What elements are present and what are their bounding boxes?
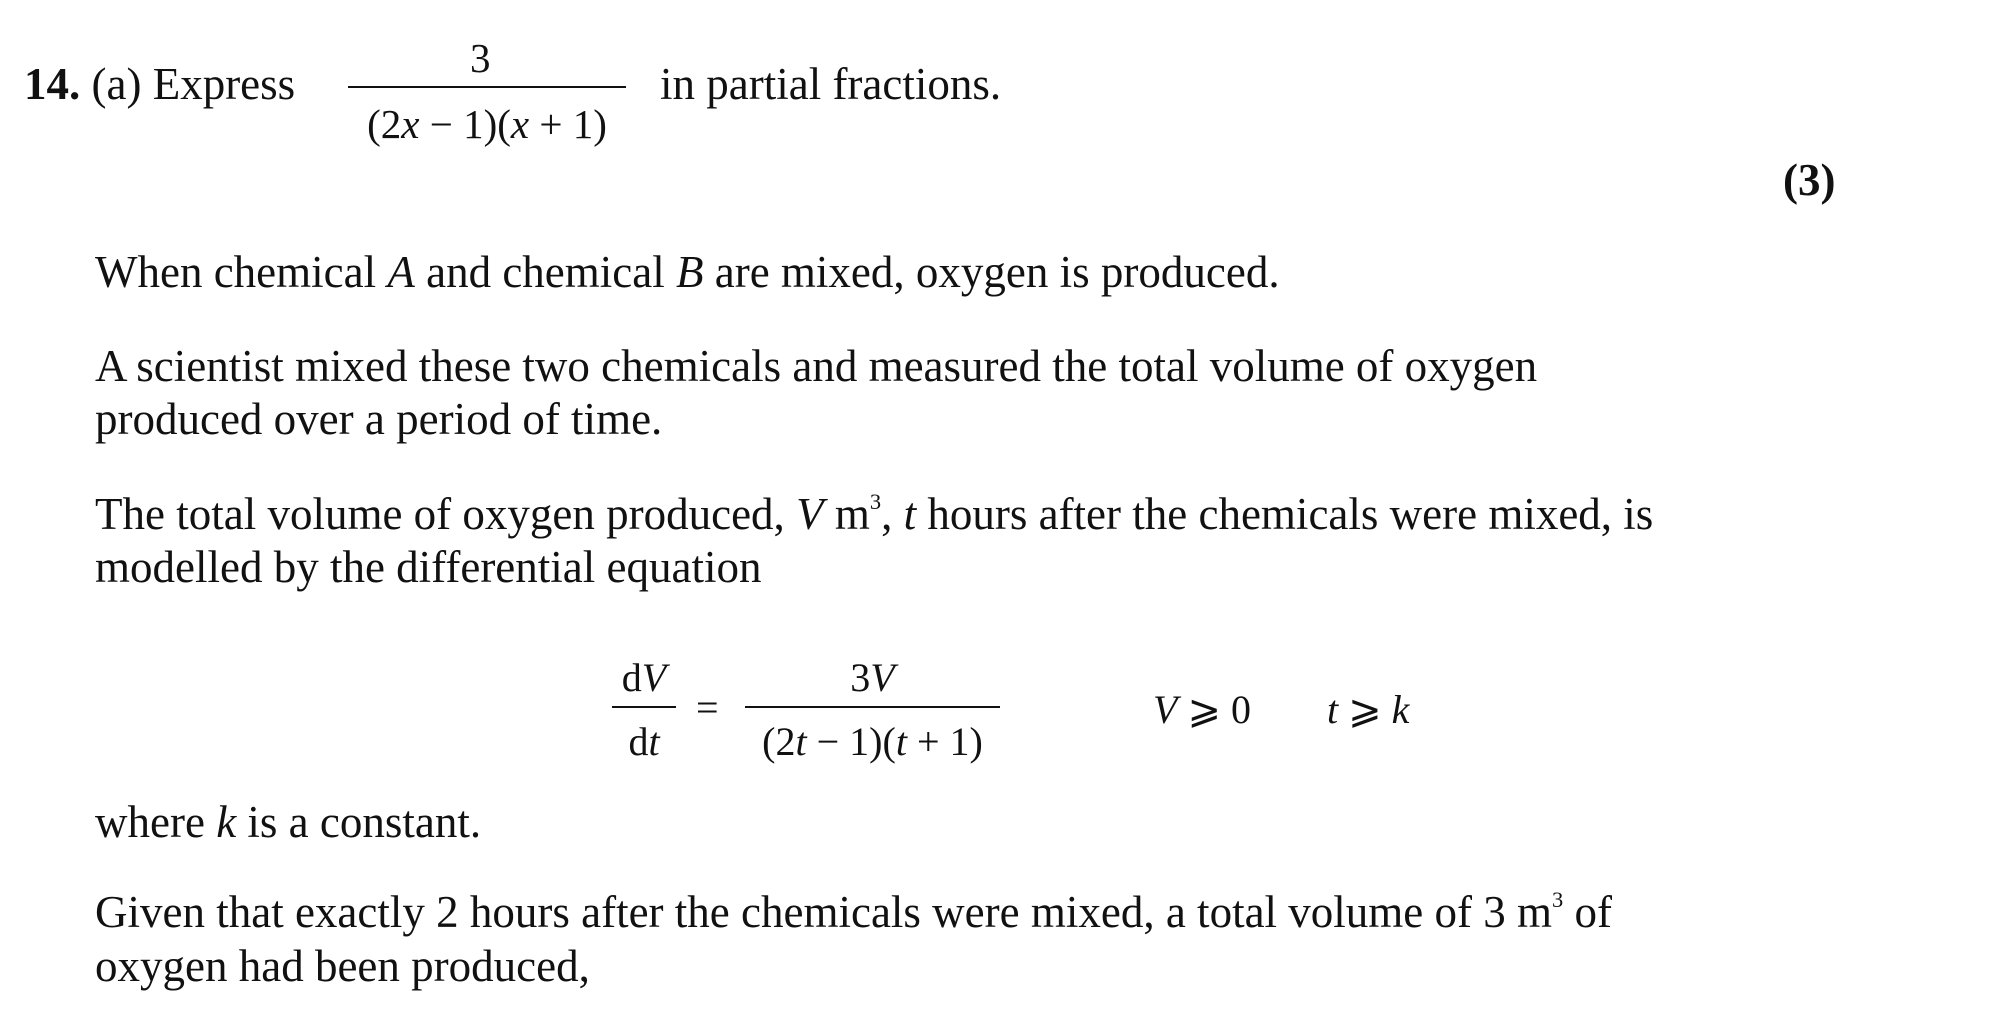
question-number: 14.: [24, 59, 81, 109]
lhs-denominator: dt: [628, 719, 660, 764]
variable-v: V: [796, 489, 824, 539]
context-para2-line1: A scientist mixed these two chemicals and measured the total volume of oxygen: [95, 341, 1538, 391]
unit-m: m: [823, 489, 870, 539]
unit-exponent: 3: [1552, 886, 1564, 912]
lhs-fraction-bar: [612, 706, 676, 708]
text-segment: of: [1563, 887, 1613, 937]
given-line-1: [95, 886, 1613, 937]
text-segment: are mixed, oxygen is produced.: [703, 247, 1280, 297]
context-para3-line2: modelled by the differential equation: [95, 542, 762, 592]
marks: (3): [1783, 155, 1836, 205]
text-segment: hours after the chemicals were mixed, is: [916, 489, 1654, 539]
rhs-numerator: 3V: [850, 655, 895, 700]
given-line-2: oxygen had been produced,: [95, 941, 590, 991]
chemical-b: B: [675, 247, 704, 297]
fraction-denominator-text: (2x − 1)(x + 1): [367, 101, 607, 147]
text-segment: is a constant.: [236, 797, 482, 847]
fraction-numerator: 3: [470, 35, 491, 81]
part-label: (a): [91, 59, 142, 109]
text-segment: The total volume of oxygen produced,: [95, 489, 797, 539]
variable-t: t: [903, 489, 917, 539]
constant-note: [95, 797, 482, 847]
lhs-numerator: dV: [621, 655, 667, 700]
question-header: [24, 59, 296, 109]
equals-sign: =: [696, 685, 719, 730]
instruction-partial-fractions: in partial fractions.: [660, 59, 1002, 109]
fraction-denominator: [348, 100, 626, 148]
text-segment: and chemical: [414, 247, 676, 297]
context-line-1: [95, 247, 1280, 297]
text-segment: where: [95, 797, 217, 847]
chemical-a: A: [387, 247, 415, 297]
instruction-express: Express: [152, 59, 296, 109]
rhs-denominator: (2t − 1)(t + 1): [762, 719, 983, 764]
condition-t: t ⩾ k: [1327, 687, 1410, 732]
unit-exponent: 3: [869, 488, 882, 514]
text-segment: When chemical: [95, 247, 388, 297]
context-para2-line2: produced over a period of time.: [95, 394, 663, 444]
variable-k: k: [216, 797, 237, 847]
condition-v: V ⩾ 0: [1153, 687, 1251, 732]
rhs-fraction-bar: [745, 706, 1000, 708]
text-segment: Given that exactly 2 hours after the chemicals were mixed, a total volume of 3 m: [95, 887, 1553, 937]
text-segment: ,: [881, 489, 904, 539]
context-para3-line1: [95, 488, 1654, 539]
fraction-bar: [348, 86, 626, 88]
